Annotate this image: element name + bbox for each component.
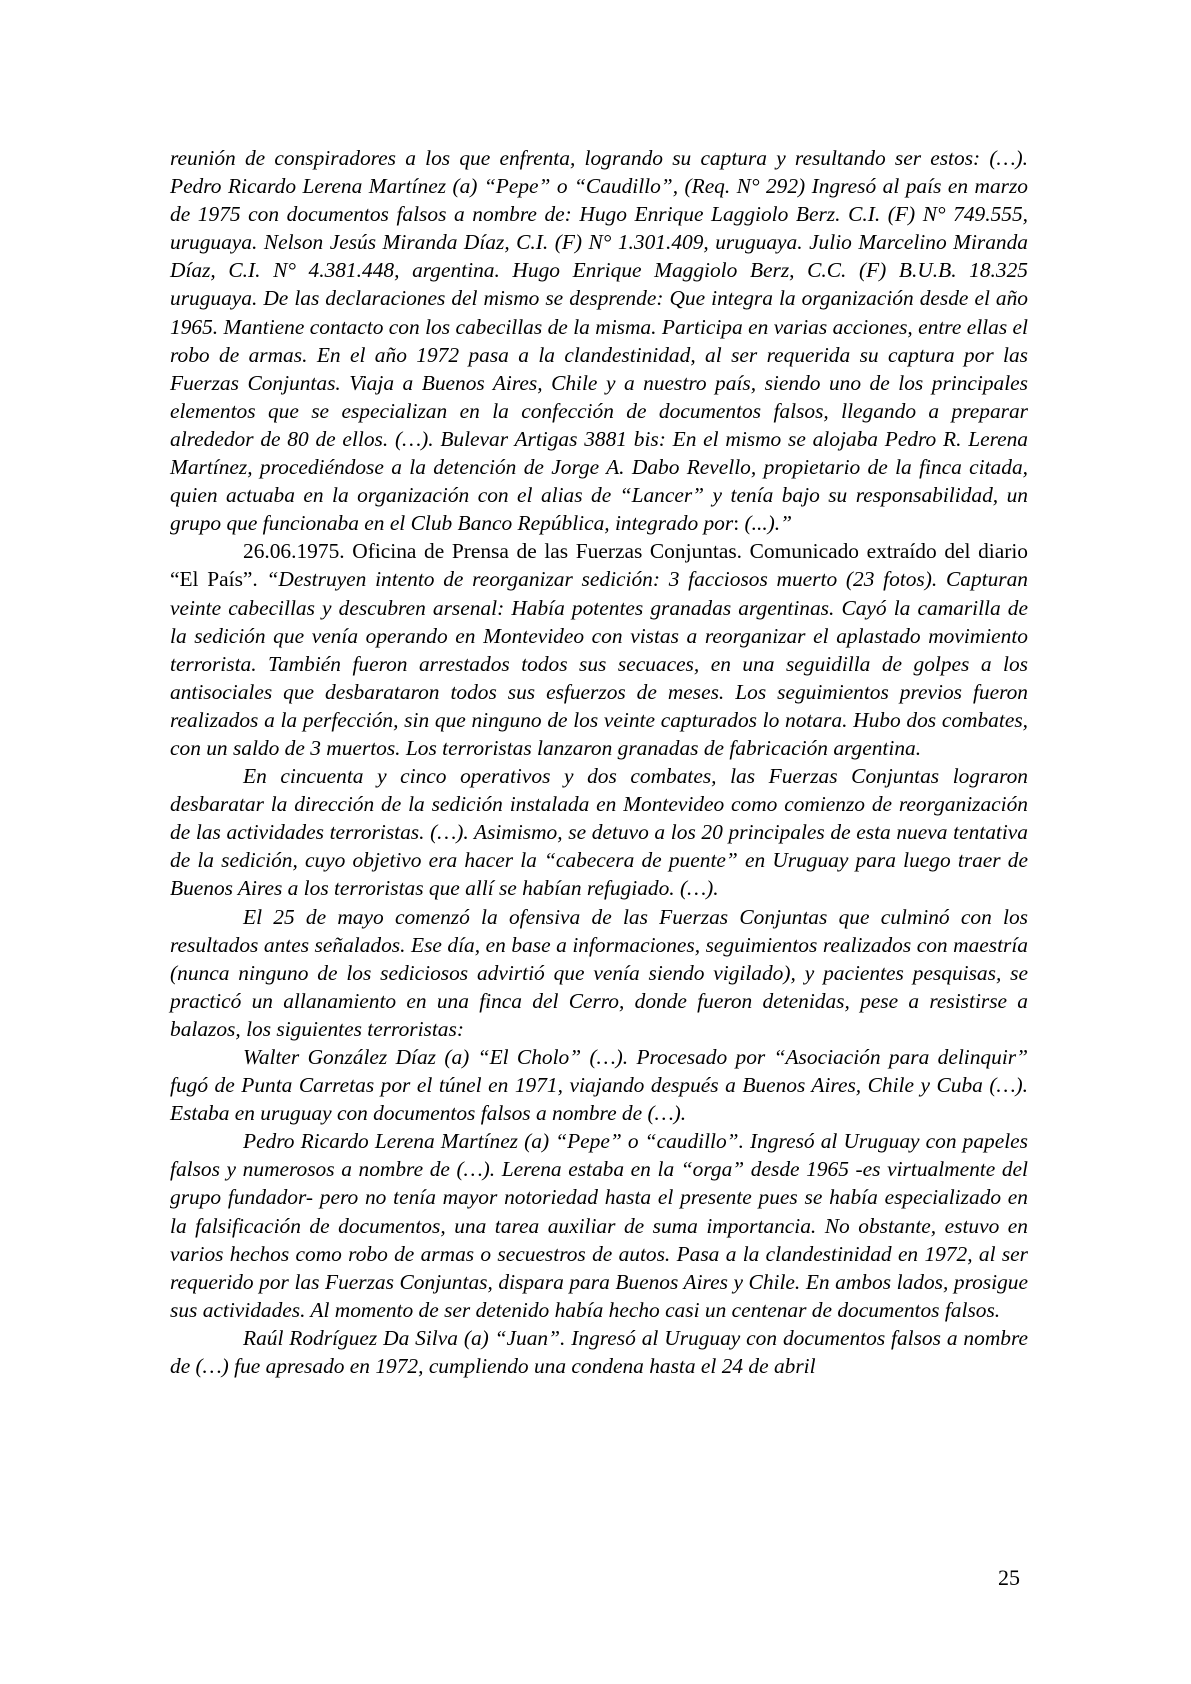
- text-run: Pedro Ricardo Lerena Martínez (a) “Pepe” o “caudillo”. Ingresó al Uruguay con papeles falsos y numerosos a nombre de (…). Lerena estaba en la “orga” desde 1965 -es virtualmente del grupo fundador- pero no tenía mayor notoriedad hasta el presente pues se había especializado en la falsificación de documentos, una tarea auxiliar de suma importancia. No obstante, estuvo en varios hechos como robo de armas o secuestros de autos. Pasa a la clandestinidad en 1972, al ser requerido por las Fuerzas Conjuntas, dispara para Buenos Aires y Chile. En ambos lados, prosigue sus actividades. Al momento de ser detenido había hecho casi un centenar de documentos falsos.: [170, 1129, 1028, 1322]
- text-run: :: [733, 511, 745, 536]
- paragraph-1: [170, 144, 1028, 537]
- text-run: Raúl Rodríguez Da Silva (a) “Juan”. Ingresó al Uruguay con documentos falsos a nombre de (…) fue apresado en 1972, cumpliendo una condena hasta el 24 de abril: [170, 1325, 1028, 1379]
- text-run: En cincuenta y cinco operativos y dos combates, las Fuerzas Conjuntas lograron desbaratar la dirección de la sedición instalada en Montevideo como comienzo de reorganización de las actividades terroristas. (…). Asimismo, se detuvo a los 20 principales de esta nueva tentativa de la sedición, cuyo objetivo era hacer la “cabecera de puente” en Uruguay para luego traer de Buenos Aires a los terroristas que allí se habían refugiado. (…).: [170, 764, 1028, 901]
- page-number: 25: [998, 1565, 1020, 1590]
- paragraph-5: [170, 1043, 1028, 1127]
- text-run: “Destruyen intento de reorganizar sedición: 3 facciosos muerto (23 fotos). Capturan veinte cabecillas y descubren arsenal: Había potentes granadas argentinas. Cayó la camarilla de la sedición que venía operando en Montevideo con vistas a reorganizar el aplastado movimiento terrorista. También fueron arrestados todos sus secuaces, en una seguidilla de golpes a los antisociales que desbarataron todos sus esfuerzos de meses. Los seguimientos previos fueron realizados a la perfección, sin que ninguno de los veinte capturados lo notara. Hubo dos combates, con un saldo de 3 muertos. Los terroristas lanzaron granadas de fabricación argentina.: [170, 567, 1028, 760]
- text-run: reunión de conspiradores a los que enfrenta, logrando su captura y resultando ser estos: (…). Pedro Ricardo Lerena Martínez (a) “Pepe” o “Caudillo”, (Req. N° 292) Ingresó al país en marzo de 1975 con documentos falsos a nombre de: Hugo Enrique Laggiolo Berz. C.I. (F) N° 749.555, uruguaya. Nelson Jesús Miranda Díaz, C.I. (F) N° 1.301.409, uruguaya. Julio Marcelino Miranda Díaz, C.I. N° 4.381.448, argentina. Hugo Enrique Maggiolo Berz, C.C. (F) B.U.B. 18.325 uruguaya. De las declaraciones del mismo se desprende: Que integra la organización desde el año 1965. Mantiene contacto con los cabecillas de la misma. Participa en varias acciones, entre ellas el robo de armas. En el año 1972 pasa a la clandestinidad, al ser requerida su captura por las Fuerzas Conjuntas. Viaja a Buenos Aires, Chile y a nuestro país, siendo uno de los principales elementos que se especializan en la confección de documentos falsos, llegando a preparar alrededor de 80 de ellos. (…). Bulevar Artigas 3881 bis: En el mismo se alojaba Pedro R. Lerena Martínez, procediéndose a la detención de Jorge A. Dabo Revello, propietario de la finca citada, quien actuaba en la organización con el alias de “Lancer” y tenía bajo su responsabilidad, un grupo que funcionaba en el Club Banco República, integrado por: [170, 146, 1028, 536]
- text-run: (...).”: [744, 511, 793, 536]
- paragraph-7: [170, 1324, 1028, 1380]
- text-run: Walter González Díaz (a) “El Cholo” (…). Procesado por “Asociación para delinquir” fugó de Punta Carretas por el túnel en 1971, viajando después a Buenos Aires, Chile y Cuba (…). Estaba en uruguay con documentos falsos a nombre de (…).: [170, 1045, 1028, 1126]
- paragraph-4: [170, 903, 1028, 1043]
- paragraph-3: [170, 762, 1028, 902]
- text-run: 26.06.1975. Oficina de Prensa de las Fuerzas Conjuntas. Comunicado extraído del diario “El País”.: [170, 539, 1028, 592]
- paragraph-2: [170, 537, 1028, 762]
- paragraph-6: [170, 1127, 1028, 1324]
- text-run: El 25 de mayo comenzó la ofensiva de las Fuerzas Conjuntas que culminó con los resultados antes señalados. Ese día, en base a informaciones, seguimientos realizados con maestría (nunca ninguno de los sediciosos advirtió que venía siendo vigilado), y pacientes pesquisas, se practicó un allanamiento en una finca del Cerro, donde fueron detenidas, pese a resistirse a balazos, los siguientes terroristas:: [170, 904, 1028, 1041]
- document-page: [170, 144, 1028, 1380]
